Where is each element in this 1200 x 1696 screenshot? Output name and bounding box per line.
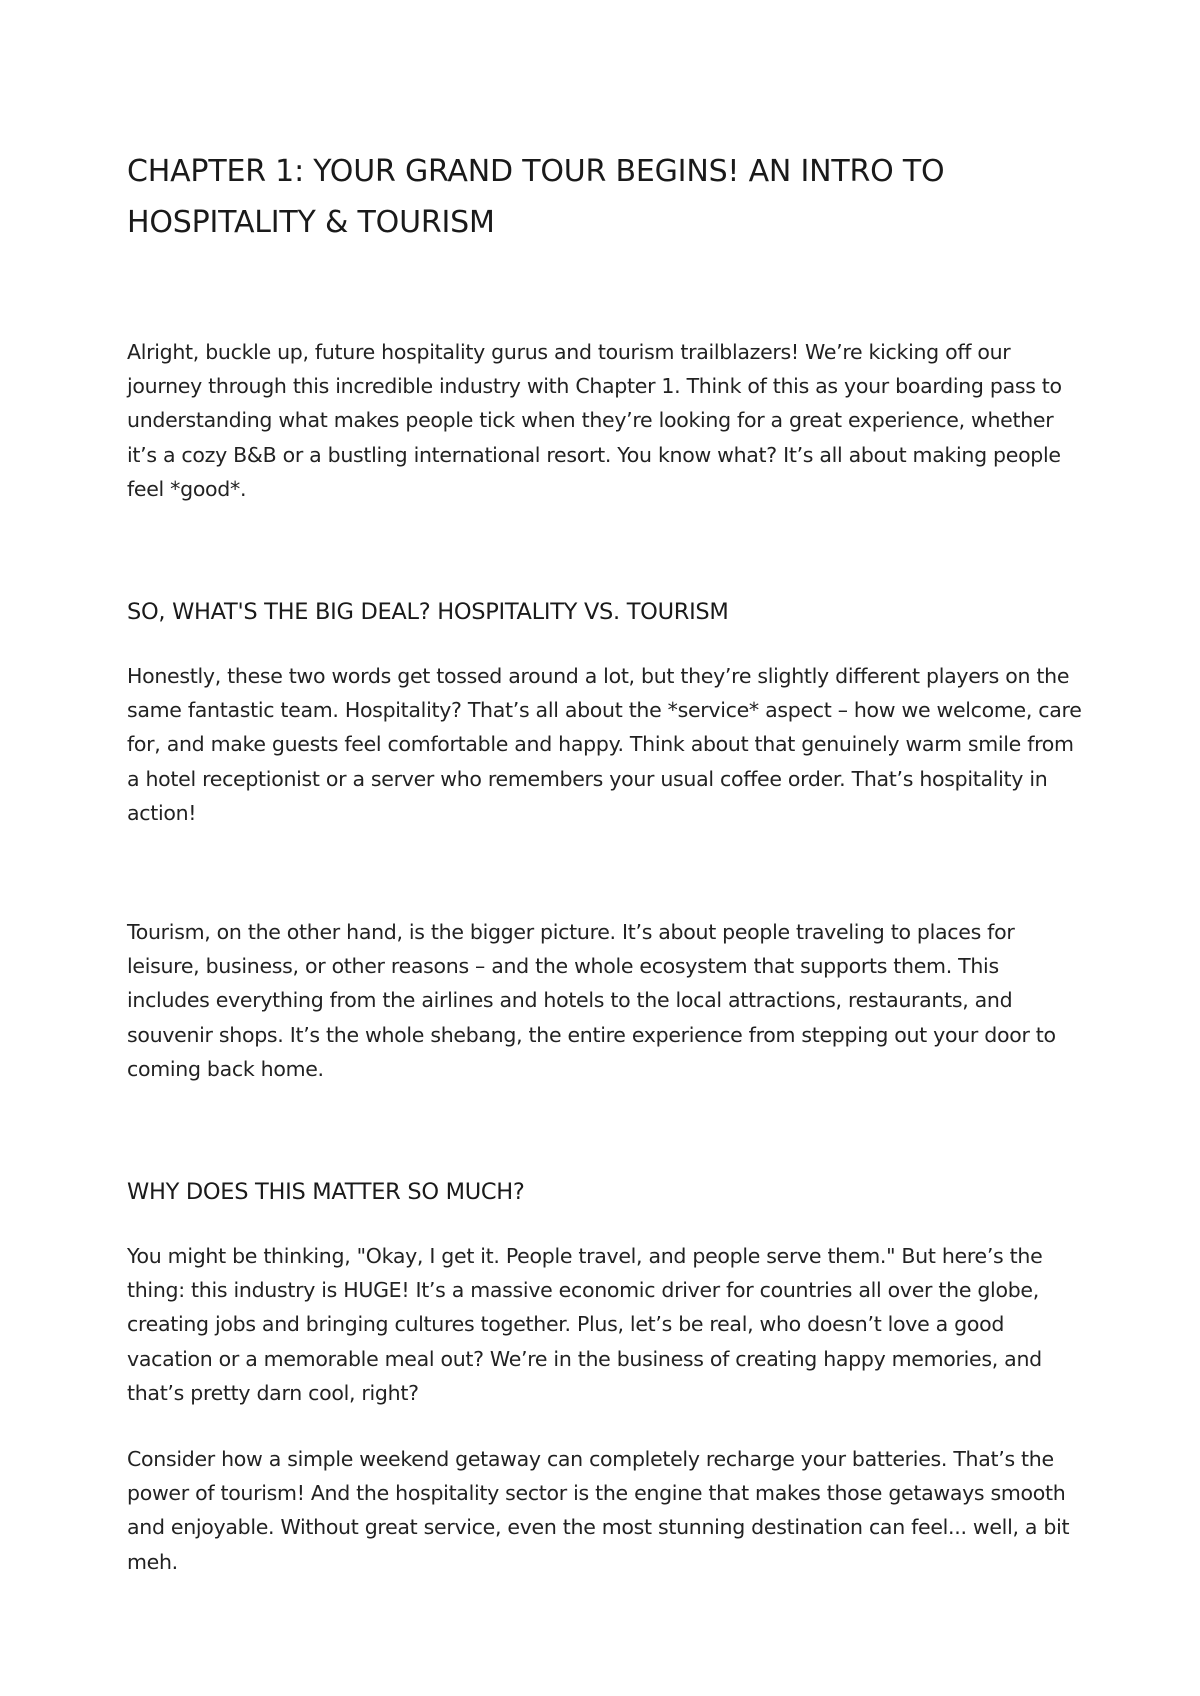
tourism-paragraph: Tourism, on the other hand, is the bigger picture. It’s about people traveling to places for leisure, business, or other reasons – and the whole ecosystem that supports them. This includes everything from the airlines and hotels to the local attractions, restaurants, and souvenir shops. It’s the whole shebang, the entire experience from stepping out your door to coming back home.	[127, 920, 1056, 1081]
section-heading-why-it-matters: WHY DOES THIS MATTER SO MUCH?	[127, 1179, 525, 1205]
chapter-title: CHAPTER 1: YOUR GRAND TOUR BEGINS! AN INTRO TO HOSPITALITY & TOURISM	[127, 154, 945, 240]
intro-paragraph: Alright, buckle up, future hospitality gurus and tourism trailblazers! We’re kicking off our journey through this incredible industry with Chapter 1. Think of this as your boarding pass to understanding what makes people tick when they’re looking for a great experience, whether it’s a cozy B&B or a bustling international resort. You know what? It’s all about making people feel *good*.	[127, 340, 1062, 501]
industry-importance-paragraph: You might be thinking, "Okay, I get it. People travel, and people serve them." But here’s the thing: this industry is HUGE! It’s a massive economic driver for countries all over the globe, creating jobs and bringing cultures together. Plus, let’s be real, who doesn’t love a good vacation or a memorable meal out? We’re in the business of creating happy memories, and that’s pretty darn cool, right?	[127, 1244, 1043, 1405]
section-heading-hospitality-vs-tourism: SO, WHAT'S THE BIG DEAL? HOSPITALITY VS. TOURISM	[127, 599, 729, 625]
weekend-getaway-paragraph: Consider how a simple weekend getaway can completely recharge your batteries. That’s the power of tourism! And the hospitality sector is the engine that makes those getaways smooth and enjoyable. Without great service, even the most stunning destination can feel... well, a bit meh.	[127, 1447, 1070, 1574]
hospitality-paragraph: Honestly, these two words get tossed around a lot, but they’re slightly different players on the same fantastic team. Hospitality? That’s all about the *service* aspect – how we welcome, care for, and make guests feel comfortable and happy. Think about that genuinely warm smile from a hotel receptionist or a server who remembers your usual coffee order. That’s hospitality in action!	[127, 664, 1082, 825]
